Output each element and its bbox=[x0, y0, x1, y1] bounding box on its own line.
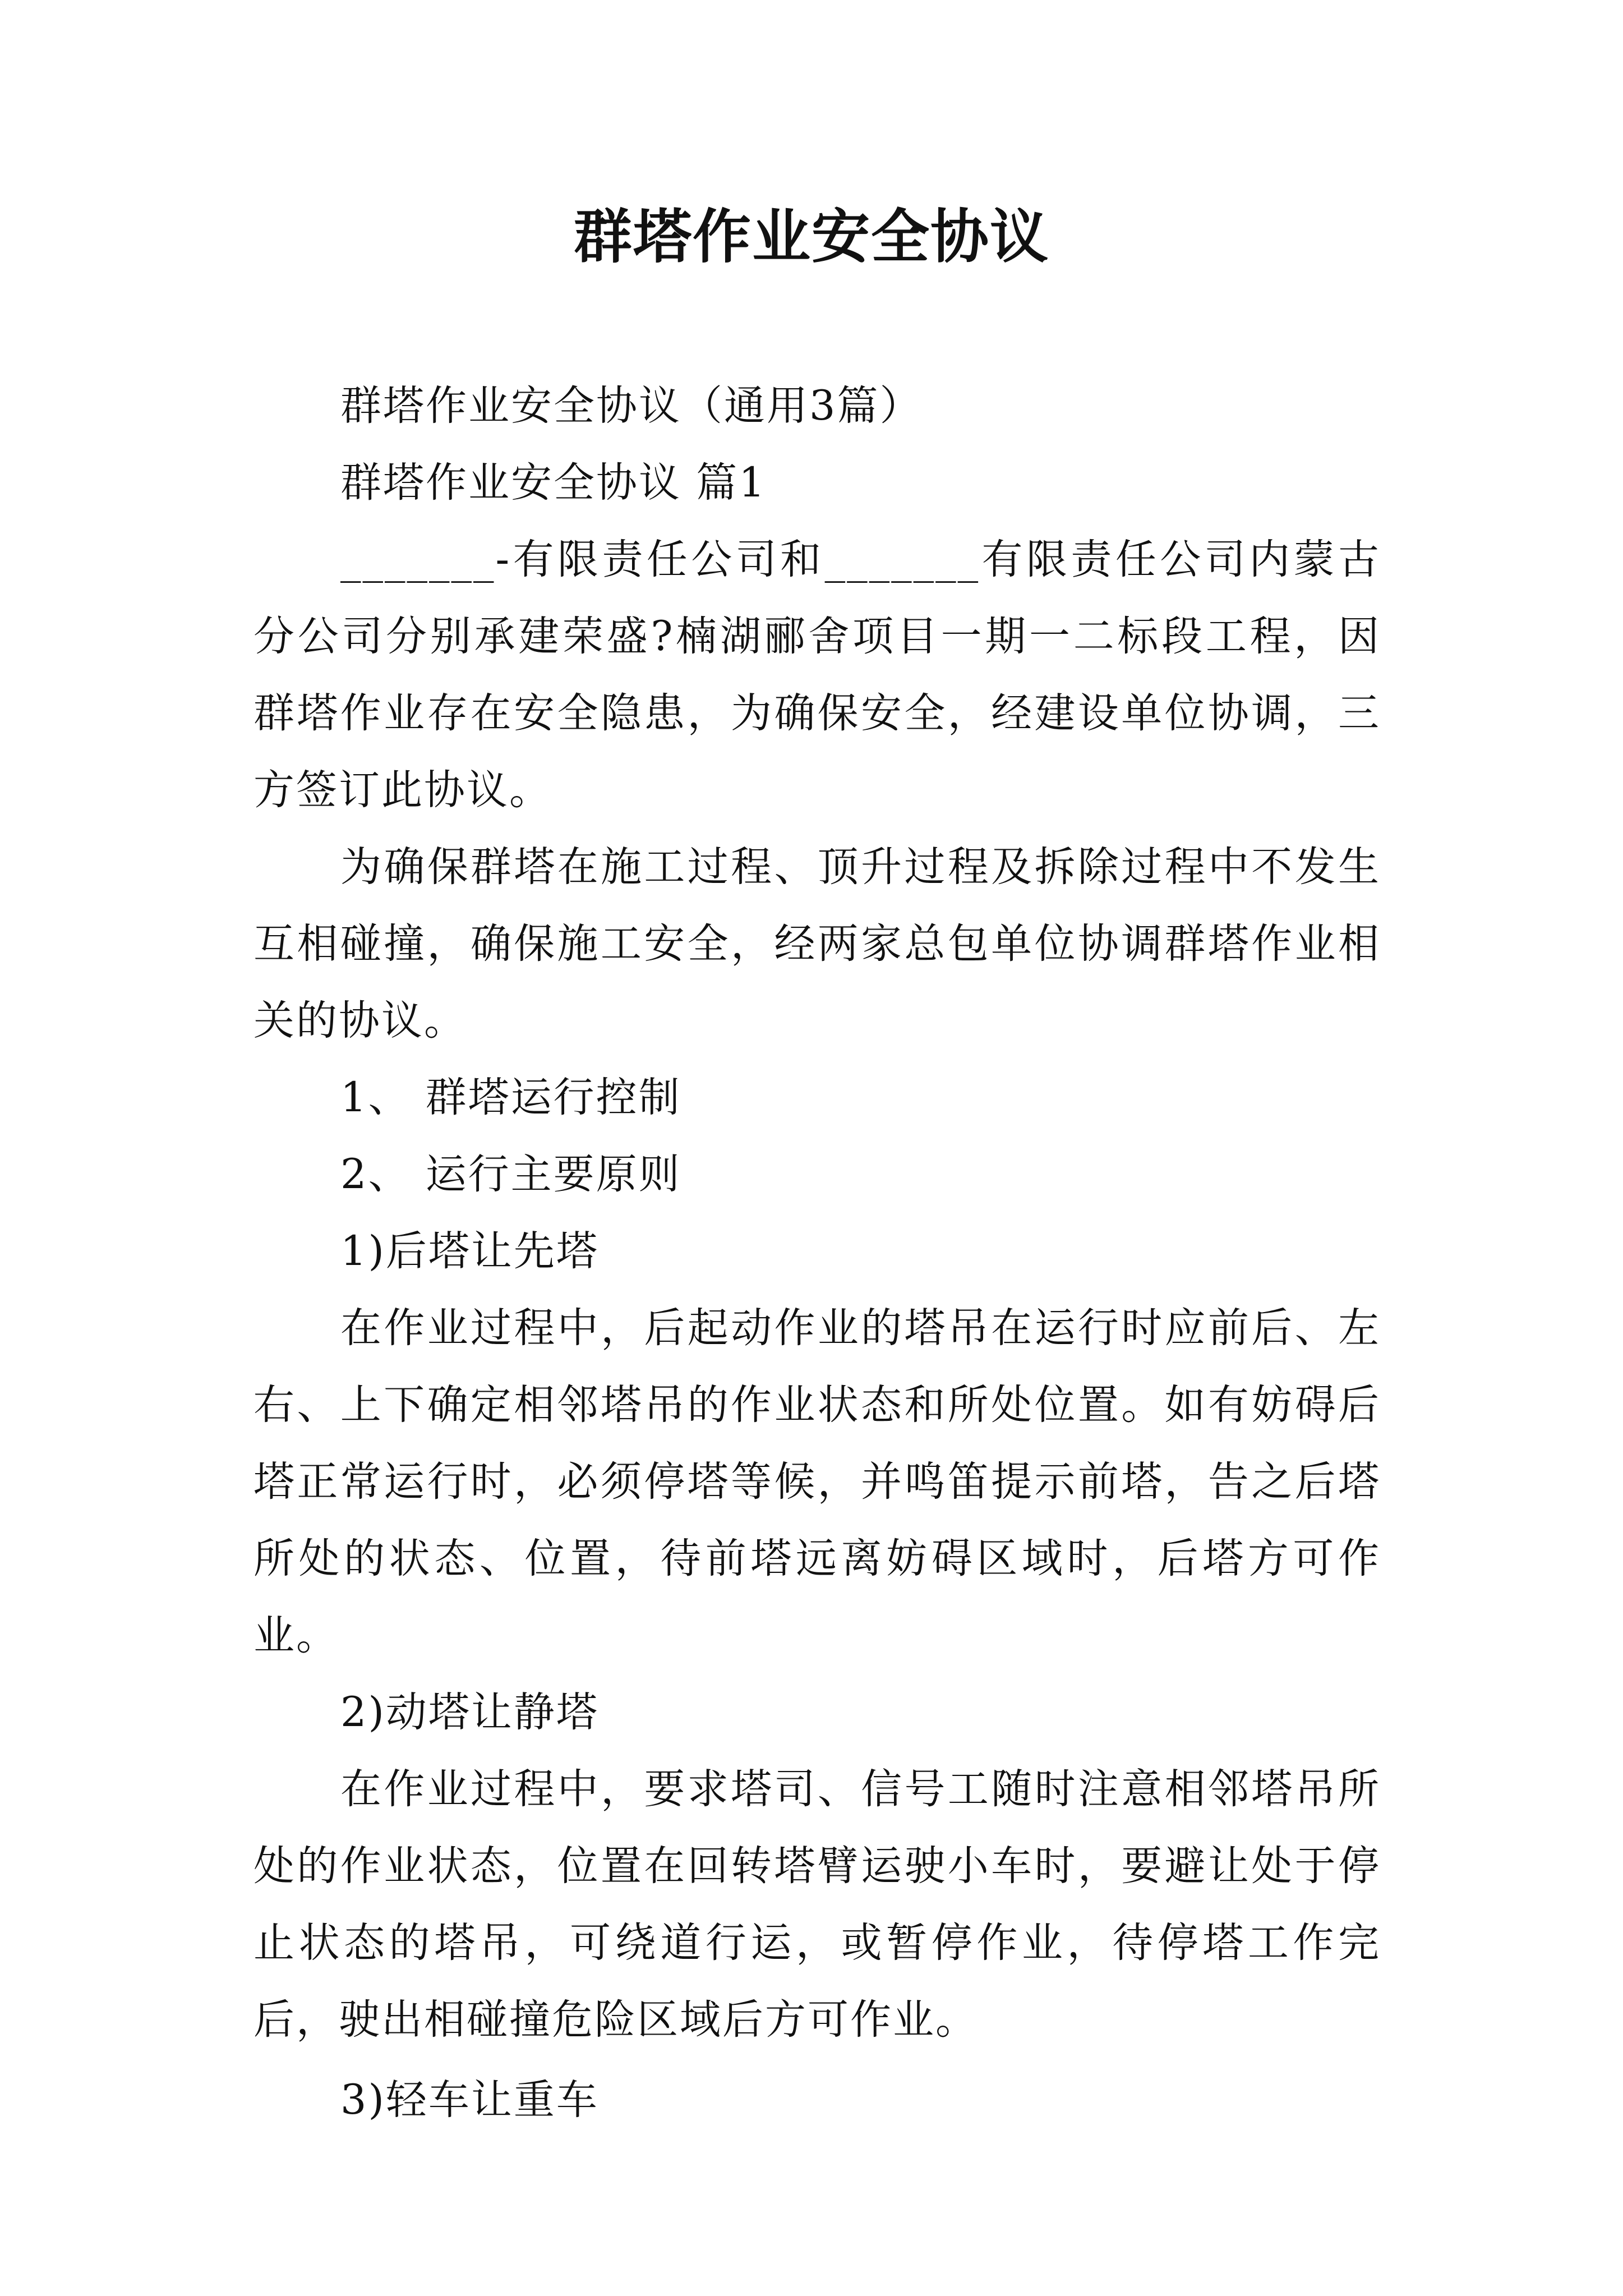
paragraph-section-heading: 群塔作业安全协议 篇1 bbox=[340, 459, 767, 507]
document-body bbox=[253, 367, 1381, 2138]
paragraph-purpose: 为确保群塔在施工过程、顶升过程及拆除过程中不发生互相碰撞，确保施工安全，经两家总包单位协调群塔作业相关的协议。 bbox=[253, 843, 1381, 1045]
rule-body-1: 在作业过程中，后起动作业的塔吊在运行时应前后、左右、上下确定相邻塔吊的作业状态和所处位置。如有妨碍后塔正常运行时，必须停塔等候，并鸣笛提示前塔，告之后塔所处的状态、位置，待前塔远离妨碍区域时，后塔方可作业。 bbox=[253, 1304, 1381, 1659]
rule-heading-3: 3)轻车让重车 bbox=[340, 2076, 599, 2124]
list-item-2: 2、 运行主要原则 bbox=[340, 1151, 681, 1198]
list-item-1: 1、 群塔运行控制 bbox=[340, 1074, 681, 1121]
document-title: 群塔作业安全协议 bbox=[573, 202, 1049, 271]
rule-body-2: 在作业过程中，要求塔司、信号工随时注意相邻塔吊所处的作业状态，位置在回转塔臂运驶小车时，要避让处于停止状态的塔吊，可绕道行运，或暂停作业，待停塔工作完后，驶出相碰撞危险区域后方可作业。 bbox=[253, 1765, 1381, 2044]
paragraph-subtitle: 群塔作业安全协议（通用3篇） bbox=[340, 382, 923, 430]
paragraph-parties: _______-有限责任公司和_______有限责任公司内蒙古分公司分别承建荣盛?楠湖郦舍项目一期一二标段工程，因群塔作业存在安全隐患，为确保安全，经建设单位协调，三方签订此协议。 bbox=[253, 536, 1381, 814]
rule-heading-1: 1)后塔让先塔 bbox=[340, 1227, 599, 1275]
rule-heading-2: 2)动塔让静塔 bbox=[340, 1688, 599, 1736]
